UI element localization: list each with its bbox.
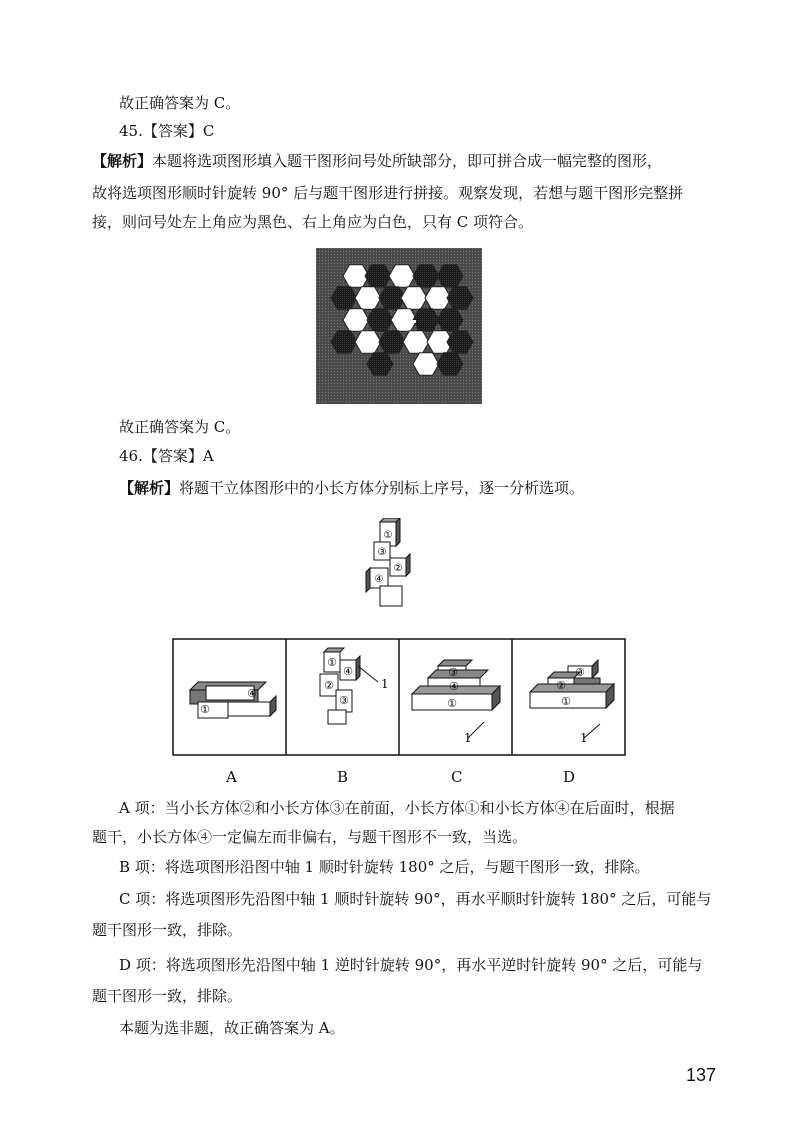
final-answer: 本题为选非题，故正确答案为 A。: [119, 1019, 345, 1037]
option-d-block-1: ①: [561, 695, 571, 708]
option-label-c: C: [451, 768, 463, 786]
analysis-tag: 【解析】: [92, 152, 153, 170]
option-c-analysis-line-2: 题干图形一致，排除。: [92, 921, 243, 939]
analysis-text: 将题干立体图形中的小长方体分别标上序号，逐一分析选项。: [179, 479, 585, 497]
option-b-block-1: ①: [327, 656, 337, 669]
option-label-a: A: [226, 768, 237, 786]
option-d-analysis-line-2: 题干图形一致，排除。: [92, 987, 243, 1005]
option-c-analysis-line-1: C 项：将选项图形先沿图中轴 1 顺时针旋转 90°，再水平顺时针旋转 180° 之后，可能与: [119, 890, 712, 908]
q45-analysis-line-1: [92, 151, 662, 171]
option-a-block-4: ④: [247, 687, 257, 700]
option-label-d: D: [563, 768, 576, 786]
q45-analysis-line-2: 故将选项图形顺时针旋转 90° 后与题干图形进行拼接。观察发现，若想与题干图形完整拼: [92, 184, 684, 202]
analysis-tag: 【解析】: [119, 479, 180, 497]
option-b-analysis: B 项：将选项图形沿图中轴 1 顺时针旋转 180° 之后，与题干图形一致，排除。: [119, 858, 650, 876]
option-c-block-3: ③: [448, 666, 458, 679]
option-b-block-2: ②: [324, 679, 334, 692]
option-a-analysis-line-1: A 项：当小长方体②和小长方体③在前面，小长方体①和小长方体④在后面时，根据: [119, 799, 675, 817]
option-d-block-3: ③: [575, 666, 585, 679]
option-d-analysis-line-1: D 项：将选项图形先沿图中轴 1 逆时针旋转 90°，再水平逆时针旋转 90° 之后，可能与: [119, 956, 703, 974]
stem-block-label-2: ②: [393, 563, 403, 574]
analysis-text: 本题将选项图形填入题干图形问号处所缺部分，即可拼合成一幅完整的图形，: [152, 152, 663, 170]
option-d-axis-label: 1: [580, 731, 588, 745]
q46-answer-label: 46.【答案】A: [119, 447, 214, 465]
option-a-block-1: ①: [200, 703, 210, 716]
q45-conclusion: 故正确答案为 C。: [119, 418, 241, 436]
option-d-block-2: ②: [556, 679, 566, 692]
option-b-block-4: ④: [343, 665, 353, 678]
prev-conclusion: 故正确答案为 C。: [119, 94, 241, 112]
options-panel: [172, 638, 626, 756]
option-c-block-4: ④: [449, 680, 459, 693]
page-number: 137: [686, 1065, 717, 1085]
stem-block-label-4: ④: [374, 574, 384, 585]
option-b-block-3: ③: [339, 694, 349, 707]
hexagon-puzzle-figure: [316, 248, 482, 404]
option-c-axis-label: 1: [464, 731, 472, 745]
stem-3d-figure: [362, 518, 414, 608]
missing-piece-marker: [394, 320, 416, 323]
option-b-axis-label: 1: [381, 677, 389, 691]
stem-block-label-3: ③: [377, 547, 387, 558]
option-label-b: B: [337, 768, 349, 786]
q45-answer-label: 45.【答案】C: [119, 122, 215, 140]
q45-analysis-line-3: 接，则问号处左上角应为黑色、右上角应为白色，只有 C 项符合。: [92, 213, 534, 231]
option-c-block-1: ①: [447, 697, 457, 710]
q46-analysis-line-1: [119, 478, 584, 498]
stem-block-label-1: ①: [383, 530, 393, 541]
option-a-analysis-line-2: 题干，小长方体④一定偏左而非偏右，与题干图形不一致，当选。: [92, 828, 528, 846]
